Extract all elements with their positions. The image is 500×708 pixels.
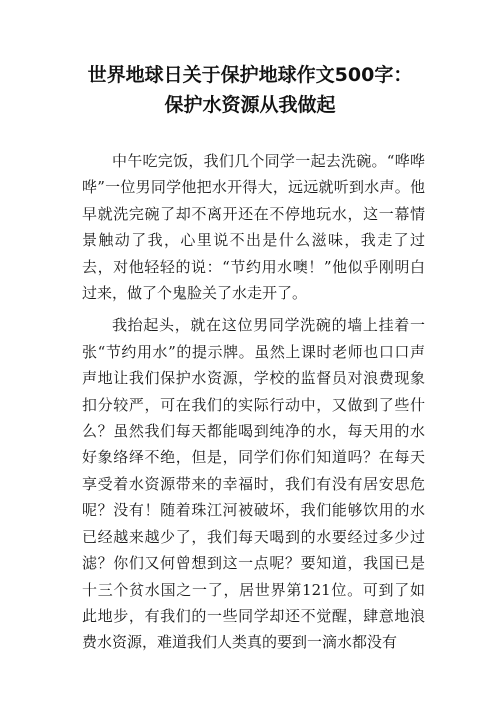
title-line-2: 保护水资源从我做起 (164, 94, 336, 116)
title-line-1: 世界地球日关于保护地球作文500字： (87, 64, 413, 86)
article-body (82, 148, 425, 662)
paragraph-2: 我抬起头，就在这位男同学洗碗的墙上挂着一张“节约用水”的提示牌。虽然上课时老师也口口声声地让我们保护水资源，学校的监督员对浪费现象扣分较严，可在我们的实际行动中，又做到了些什么？虽然我们每天都能喝到纯净的水，每天用的水好象络绎不绝，但是，同学们你们知道吗？在每天享受着水资源带来的幸福时，我们有没有居安思危呢？没有！随着珠江河被破坏，我们能够饮用的水已经越来越少了，我们每天喝到的水要经过多少过滤？你们又何曾想到这一点呢？要知道，我国已是十三个贫水国之一了，居世界第121位。可到了如此地步，有我们的一些同学却还不觉醒，肆意地浪费水资源，难道我们人类真的要到一滴水都没有 (82, 316, 425, 652)
paragraph-1: 中午吃完饭，我们几个同学一起去洗碗。“哗哗哗”一位男同学他把水开得大，远远就听到水声。他早就洗完碗了却不离开还在不停地玩水，这一幕情景触动了我，心里说不出是什么滋味，我走了过去，对他轻轻的说：“节约用水噢！”他似乎刚明白过来，做了个鬼脸关了水走开了。 (82, 152, 425, 303)
page-title (40, 60, 460, 120)
